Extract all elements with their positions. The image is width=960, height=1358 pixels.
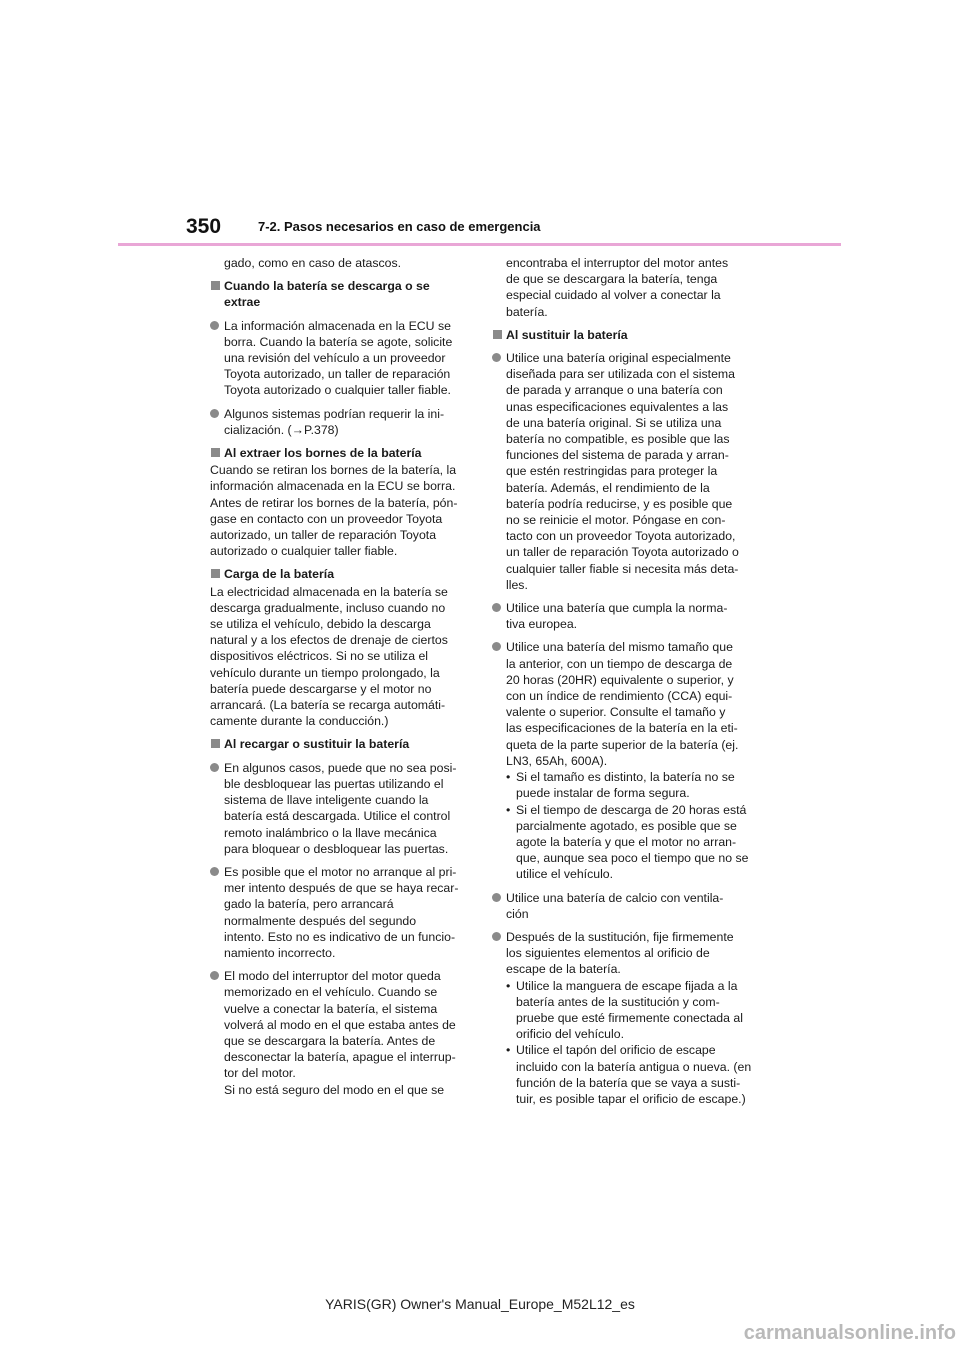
paragraph-remove-terminals: [210, 462, 470, 559]
text-line: El modo del interruptor del motor queda: [224, 969, 441, 984]
text-line: • Utilice el tapón del orificio de escape: [516, 1043, 716, 1058]
text-line: Algunos sistemas podrían requerir la ini-: [224, 406, 445, 421]
text-line: tacto con un proveedor Toyota autorizado,: [506, 529, 736, 544]
text-line: incluido con la batería antigua o nueva. (en: [516, 1059, 752, 1074]
right-column: [492, 255, 752, 1107]
text-line: • Si el tamaño es distinto, la batería no se: [516, 770, 735, 785]
subitem-exhaust-plug: [492, 1042, 752, 1107]
text-line: batería está descargada. Utilice el control: [224, 809, 451, 824]
section-title: 7-2. Pasos necesarios en caso de emergencia: [258, 219, 541, 234]
bullet-ecu-info: [210, 318, 470, 399]
bullet-calcium-battery: [492, 890, 752, 922]
text-line: queta de la parte superior de la batería (ej.: [506, 737, 739, 752]
text-line: puede instalar de forma segura.: [516, 786, 690, 801]
text-line: Si no está seguro del modo en el que se: [224, 1082, 445, 1097]
text-line: Utilice una batería del mismo tamaño que: [506, 640, 733, 655]
left-column: [210, 255, 470, 1098]
text-line: Al extraer los bornes de la batería: [224, 446, 422, 461]
text-line: agote la batería y que el motor no arran-: [516, 834, 737, 849]
text-line: vuelve a conectar la batería, el sistema: [224, 1001, 438, 1016]
text-line: una revisión del vehículo a un proveedor: [224, 351, 446, 366]
text-line: que, aunque sea poco el tiempo que no se: [516, 851, 749, 866]
subitem-size-different: [492, 769, 752, 801]
bullet-same-size: [492, 639, 752, 769]
subitem-exhaust-hose: [492, 978, 752, 1043]
text-line: Utilice una batería que cumpla la norma-: [506, 601, 728, 616]
bullet-smart-key: [210, 760, 470, 857]
continued-text: [210, 255, 470, 271]
text-line: Toyota autorizado, un taller de reparación: [224, 367, 451, 382]
header-divider: [118, 243, 841, 246]
text-line: de que se descargara la batería, tenga: [506, 272, 718, 287]
text-line: extrae: [224, 295, 261, 310]
text-line: Antes de retirar los bornes de la batería, pón-: [210, 495, 458, 510]
text-line: gado, como en caso de atascos.: [224, 256, 402, 270]
text-line: las especificaciones de la batería en la eti-: [506, 721, 738, 736]
text-line: ción: [506, 906, 529, 921]
text-line: información almacenada en la ECU se borra.: [210, 479, 456, 494]
text-line: descarga gradualmente, incluso cuando no: [210, 600, 446, 615]
text-line: cialización. (→P.378): [224, 422, 339, 437]
text-line: En algunos casos, puede que no sea posi-: [224, 760, 457, 775]
text-line: funciones del sistema de parada y arran-: [506, 448, 729, 463]
text-line: se utiliza el vehículo, debido la descarga: [210, 617, 431, 632]
subheading-battery-discharge: [210, 278, 470, 310]
text-line: Al sustituir la batería: [506, 327, 628, 342]
text-line: mer intento después de que se haya recar-: [224, 881, 459, 896]
text-line: con un índice de rendimiento (CCA) equi-: [506, 689, 733, 704]
text-line: que estén restringidas para proteger la: [506, 464, 718, 479]
bullet-first-start: [210, 864, 470, 961]
continued-text: [492, 255, 752, 320]
text-line: La información almacenada en la ECU se: [224, 318, 451, 333]
text-line: memorizado en el vehículo. Cuando se: [224, 985, 438, 1000]
text-line: tiva europea.: [506, 617, 578, 632]
text-line: Carga de la batería: [224, 567, 335, 582]
subitem-discharge-time: [492, 802, 752, 883]
text-line: dispositivos eléctricos. Si no se utiliza el: [210, 649, 429, 664]
bullet-original-battery: [492, 350, 752, 593]
bullet-engine-switch-mode: [210, 968, 470, 1098]
text-line: Es posible que el motor no arranque al pri-: [224, 864, 457, 879]
text-line: 20 horas (20HR) equivalente o superior, y: [506, 672, 734, 687]
text-line: escape de la batería.: [506, 962, 621, 977]
text-line: gado la batería, pero arrancará: [224, 897, 394, 912]
text-line: Después de la sustitución, fije firmemente: [506, 929, 734, 944]
bullet-initialization: [210, 406, 470, 438]
paragraph-battery-charge: [210, 584, 470, 730]
text-line: remoto inalámbrico o la llave mecánica: [224, 825, 437, 840]
text-line: sistema de llave inteligente cuando la: [224, 793, 429, 808]
subheading-replace-battery: [492, 327, 752, 343]
text-line: Al recargar o sustituir la batería: [224, 737, 410, 752]
text-line: lles.: [506, 577, 528, 592]
text-line: la anterior, con un tiempo de descarga de: [506, 656, 733, 671]
subheading-battery-charge: [210, 566, 470, 582]
watermark: carmanualsonline.info: [743, 1322, 956, 1344]
text-line: gase en contacto con un proveedor Toyota: [210, 511, 443, 526]
text-line: volverá al modo en el que estaba antes de: [224, 1017, 456, 1032]
text-line: desconectar la batería, apague el interrup-: [224, 1050, 456, 1065]
text-line: La electricidad almacenada en la batería se: [210, 584, 448, 599]
text-line: valente o superior. Consulte el tamaño y: [506, 705, 726, 720]
footer-manual-id: YARIS(GR) Owner's Manual_Europe_M52L12_es: [325, 1296, 635, 1312]
text-line: función de la batería que se vaya a susti-: [516, 1075, 741, 1090]
text-line: batería no compatible, es posible que las: [506, 432, 730, 447]
text-line: de parada y arranque o una batería con: [506, 383, 723, 398]
text-line: que se descargara la batería. Antes de: [224, 1033, 436, 1048]
text-line: • Utilice la manguera de escape fijada a la: [516, 978, 738, 993]
text-line: camente durante la conducción.): [210, 714, 389, 729]
text-line: para bloquear o desbloquear las puertas.: [224, 841, 449, 856]
text-line: ble desbloquear las puertas utilizando el: [224, 776, 444, 791]
text-line: batería podría reducirse, y es posible que: [506, 496, 733, 511]
text-line: batería puede descargarse y el motor no: [210, 681, 432, 696]
text-line: los siguientes elementos al orificio de: [506, 946, 710, 961]
text-line: cualquier taller fiable si necesita más deta-: [506, 561, 739, 576]
text-line: autorizado o cualquier taller fiable.: [210, 544, 398, 559]
text-line: borra. Cuando la batería se agote, solicite: [224, 334, 453, 349]
text-line: no se reinicie el motor. Póngase en con-: [506, 513, 726, 528]
bullet-european-norm: [492, 600, 752, 632]
text-line: de una batería original. Si se utiliza una: [506, 415, 722, 430]
text-line: • Si el tiempo de descarga de 20 horas está: [516, 802, 747, 817]
text-line: vehículo durante un tiempo prolongado, la: [210, 665, 440, 680]
text-line: batería antes de la sustitución y com-: [516, 994, 720, 1009]
text-line: batería. Además, el rendimiento de la: [506, 480, 710, 495]
bullet-after-replacement: [492, 929, 752, 978]
subheading-recharge-replace: [210, 736, 470, 752]
text-line: Cuando la batería se descarga o se: [224, 279, 430, 294]
text-line: tor del motor.: [224, 1066, 296, 1081]
text-line: Utilice una batería original especialmente: [506, 351, 731, 366]
text-line: unas especificaciones equivalentes a las: [506, 399, 729, 414]
text-line: Utilice una batería de calcio con ventila-: [506, 890, 724, 905]
page-number: 350: [186, 215, 222, 238]
text-line: utilice el vehículo.: [516, 867, 614, 882]
text-line: arrancará. (La batería se recarga automáti-: [210, 698, 446, 713]
text-line: un taller de reparación Toyota autorizado o: [506, 545, 739, 560]
text-line: autorizado, un taller de reparación Toyota: [210, 528, 437, 543]
text-line: tuir, es posible tapar el orificio de escape.): [516, 1091, 746, 1106]
text-line: Toyota autorizado o cualquier taller fiable.: [224, 383, 451, 398]
text-line: normalmente después del segundo: [224, 913, 417, 928]
text-line: orificio del vehículo.: [516, 1027, 624, 1042]
text-line: especial cuidado al volver a conectar la: [506, 288, 721, 303]
text-line: namiento incorrecto.: [224, 945, 336, 960]
text-line: natural y a los efectos de drenaje de ciertos: [210, 633, 448, 648]
text-line: parcialmente agotado, es posible que se: [516, 818, 737, 833]
text-line: encontraba el interruptor del motor antes: [506, 256, 729, 270]
text-line: intento. Esto no es indicativo de un funcio-: [224, 929, 456, 944]
text-line: pruebe que esté firmemente conectada al: [516, 1010, 743, 1025]
subheading-remove-terminals: [210, 445, 470, 461]
text-line: batería.: [506, 304, 548, 319]
text-line: diseñada para ser utilizada con el sistema: [506, 367, 735, 382]
text-line: Cuando se retiran los bornes de la batería, la: [210, 463, 457, 478]
text-line: LN3, 65Ah, 600A).: [506, 753, 608, 768]
